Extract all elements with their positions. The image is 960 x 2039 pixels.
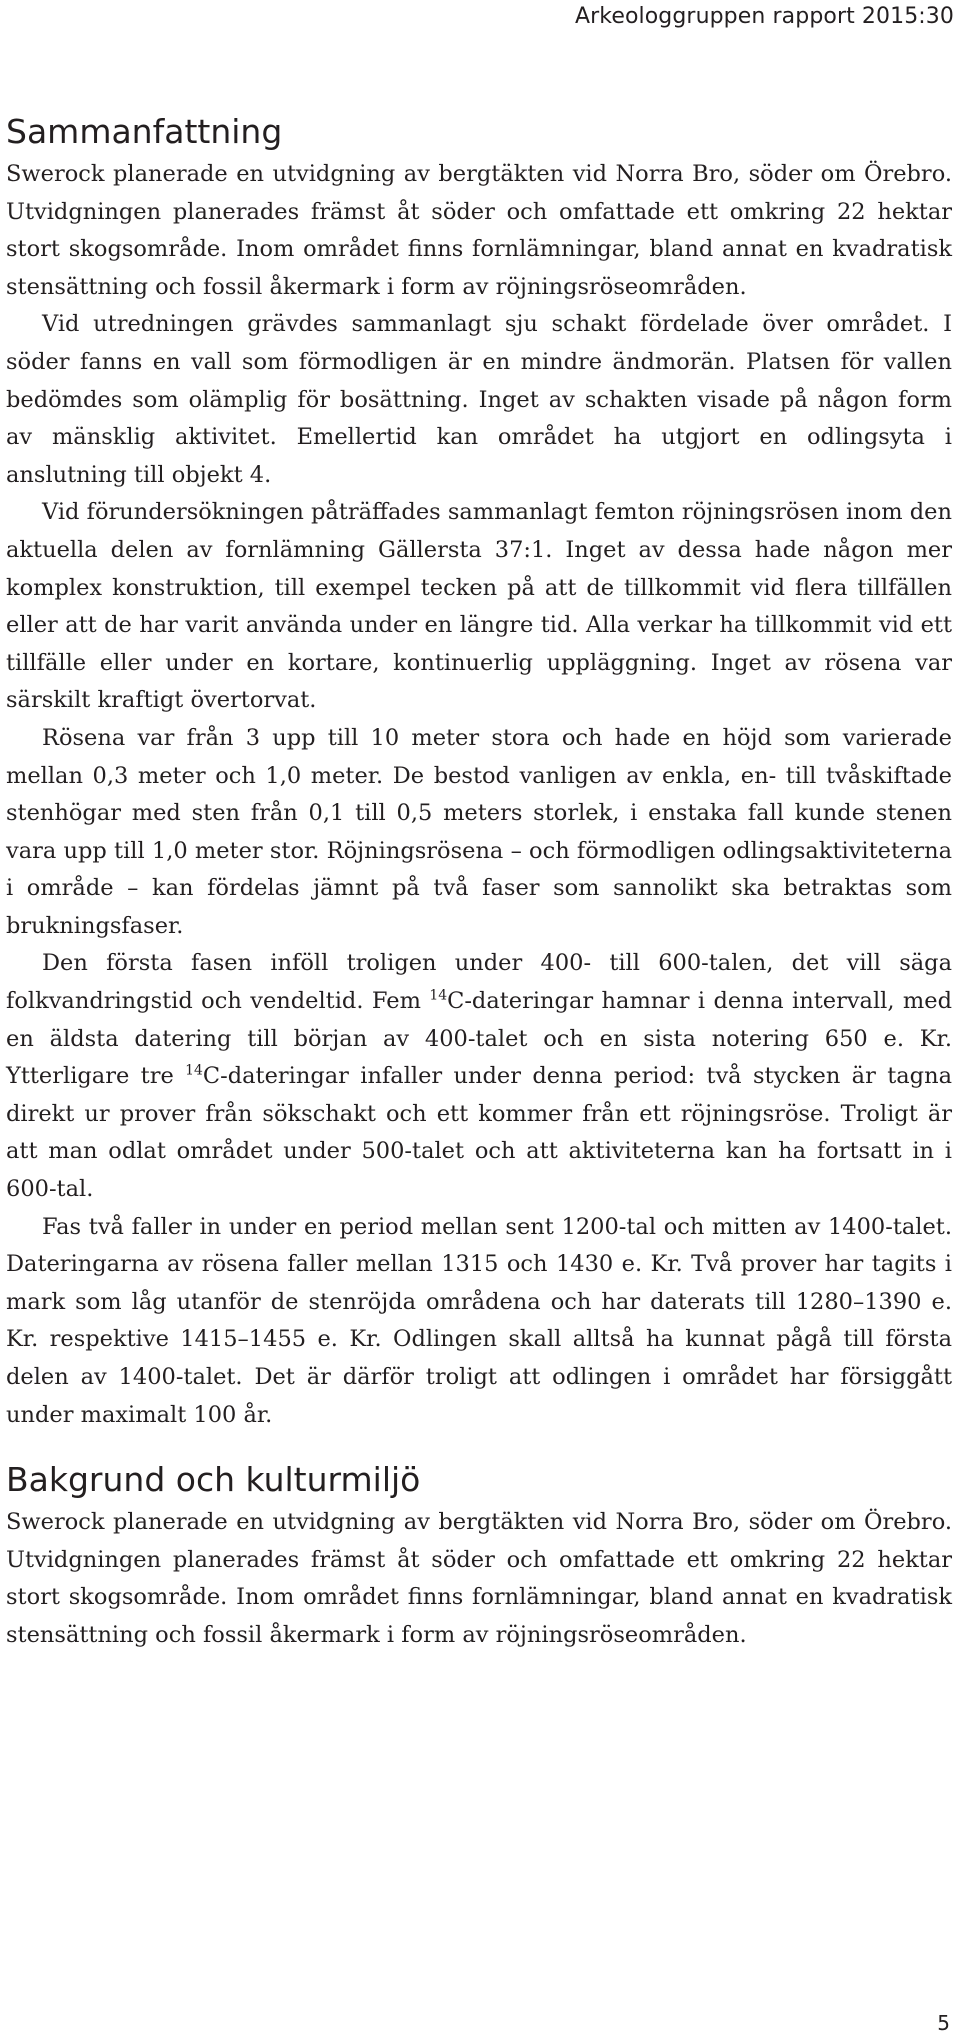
summary-paragraph-2: Vid utredningen grävdes sammanlagt sju schakt fördelade över området. I söder fanns en vall som förmodligen är en mindre ändmorän. Platsen för vallen bedömdes som olämplig för bosättning. Inget av schakten visade på någon form av mänsklig aktivitet. Emellertid kan området ha utgjort en odlingsyta i anslutning till objekt 4.: [6, 311, 952, 488]
background-paragraph: Swerock planerade en utvidgning av bergtäkten vid Norra Bro, söder om Örebro. Utvidgningen planerades främst åt söder och omfattade ett omkring 22 hektar stort skogsområde. Inom området finns fornlämningar, bland annat en kvadratisk stensättning och fossil åkermark i form av röjningsröseområden.: [6, 1509, 952, 1648]
summary-paragraph-6: Fas två faller in under en period mellan sent 1200-tal och mitten av 1400-talet. Dateringarna av rösena faller mellan 1315 och 1430 e. Kr. Två prover har tagits i mark som låg utanför de stenröjda områdena och har daterats till 1280–1390 e. Kr. respektive 1415–1455 e. Kr. Odlingen skall alltså ha kunnat pågå till första delen av 1400-talet. Det är därför troligt att odlingen i området har försiggått under maximalt 100 år.: [6, 1213, 952, 1428]
section-gap: [6, 1434, 952, 1460]
paragraph-5-part-a: Den första fasen inföll troligen under 400- till 600-talen, det vill säga folkvandringstid och vendeltid. Fem: [6, 950, 952, 1015]
summary-paragraph-5: [6, 945, 952, 1208]
superscript-14: 14: [429, 987, 448, 1004]
summary-paragraph-4: Rösena var från 3 upp till 10 meter stora och hade en höjd som varierade mellan 0,3 meter och 1,0 meter. De bestod vanligen av enkla, en- till tvåskiftade stenhögar med sten från 0,1 till 0,5 meters storlek, i enstaka fall kunde stenen vara upp till 1,0 meter stor. Röjningsrösena – och förmodligen odlingsaktiviteterna i område – kan fördelas jämnt på två faser som sannolikt ska betraktas som brukningsfaser.: [6, 724, 952, 939]
paragraph-5-part-c: C-dateringar infaller under denna period: två stycken är tagna direkt ur prover från sökschakt och ett kommer från ett röjningsröse. Troligt är att man odlat området under 500-talet och att aktiviteterna kan ha fortsatt in i 600-tal.: [6, 1063, 952, 1203]
paragraph-5-part-b: C-dateringar hamnar i denna intervall, med en äldsta datering till början av 400-talet och en sista notering 650 e. Kr. Ytterligare tre: [6, 988, 952, 1090]
running-header: Arkeologgruppen rapport 2015:30: [574, 4, 954, 29]
page-content: [6, 112, 952, 1655]
summary-paragraph-1: Swerock planerade en utvidgning av bergtäkten vid Norra Bro, söder om Örebro. Utvidgningen planerades främst åt söder och omfattade ett omkring 22 hektar stort skogsområde. Inom området finns fornlämningar, bland annat en kvadratisk stensättning och fossil åkermark i form av röjningsröseområden.: [6, 161, 952, 300]
background-heading: Bakgrund och kulturmiljö: [6, 1460, 421, 1500]
summary-paragraph-3: Vid förundersökningen påträffades sammanlagt femton röjningsrösen inom den aktuella delen av fornlämning Gällersta 37:1. Inget av dessa hade någon mer komplex konstruktion, till exempel tecken på att de tillkommit vid flera tillfällen eller att de har varit använda under en längre tid. Alla verkar ha tillkommit vid ett tillfälle eller under en kortare, kontinuerlig uppläggning. Inget av rösena var särskilt kraftigt övertorvat.: [6, 499, 952, 714]
page-number: 5: [937, 2011, 950, 2035]
summary-heading: Sammanfattning: [6, 112, 283, 151]
superscript-14: 14: [185, 1062, 203, 1079]
